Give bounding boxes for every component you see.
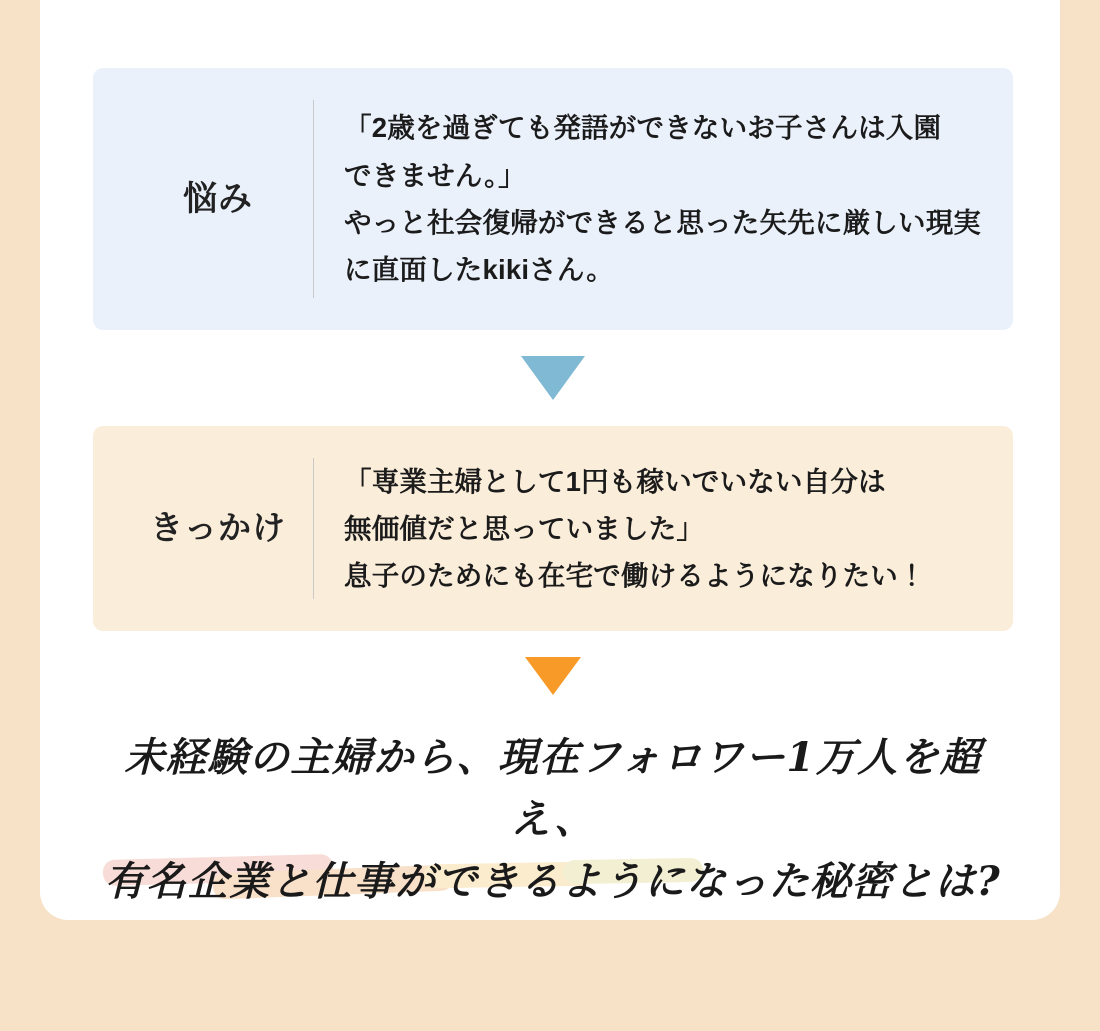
text-line: 息子のためにも在宅で働けるようになりたい！ xyxy=(344,560,926,592)
info-block-trigger xyxy=(93,426,1013,631)
headline-line-1: 未経験の主婦から、現在フォロワー1万人を超え、 xyxy=(124,734,982,843)
text-line: できません。」 xyxy=(344,159,526,191)
arrow-down-blue-container xyxy=(93,330,1013,426)
text-line: 「専業主婦として1円も稼いでいない自分は xyxy=(344,465,886,497)
text-line: 無価値だと思っていました」 xyxy=(344,512,705,544)
text-line: 「2歳を過ぎても発語ができないお子さんは入園 xyxy=(344,112,942,144)
text-line: に直面したkikiさん。 xyxy=(344,254,614,286)
info-block-trigger-label: きっかけ xyxy=(150,509,286,547)
headline-line-2: 有名企業と仕事ができるようになった秘密とは? xyxy=(104,858,1002,905)
text-line: やっと社会復帰ができると思った矢先に厳しい現実 xyxy=(344,207,982,238)
arrow-down-icon xyxy=(521,356,585,400)
info-block-trigger-text xyxy=(314,458,983,600)
info-block-worry xyxy=(93,68,1013,330)
content-inner xyxy=(93,68,1013,913)
headline xyxy=(93,727,1013,913)
content-card xyxy=(40,0,1060,920)
arrow-down-icon xyxy=(525,657,581,695)
info-block-worry-text xyxy=(314,104,983,293)
arrow-down-orange-container xyxy=(93,631,1013,721)
info-block-worry-label: 悩み xyxy=(183,179,253,218)
